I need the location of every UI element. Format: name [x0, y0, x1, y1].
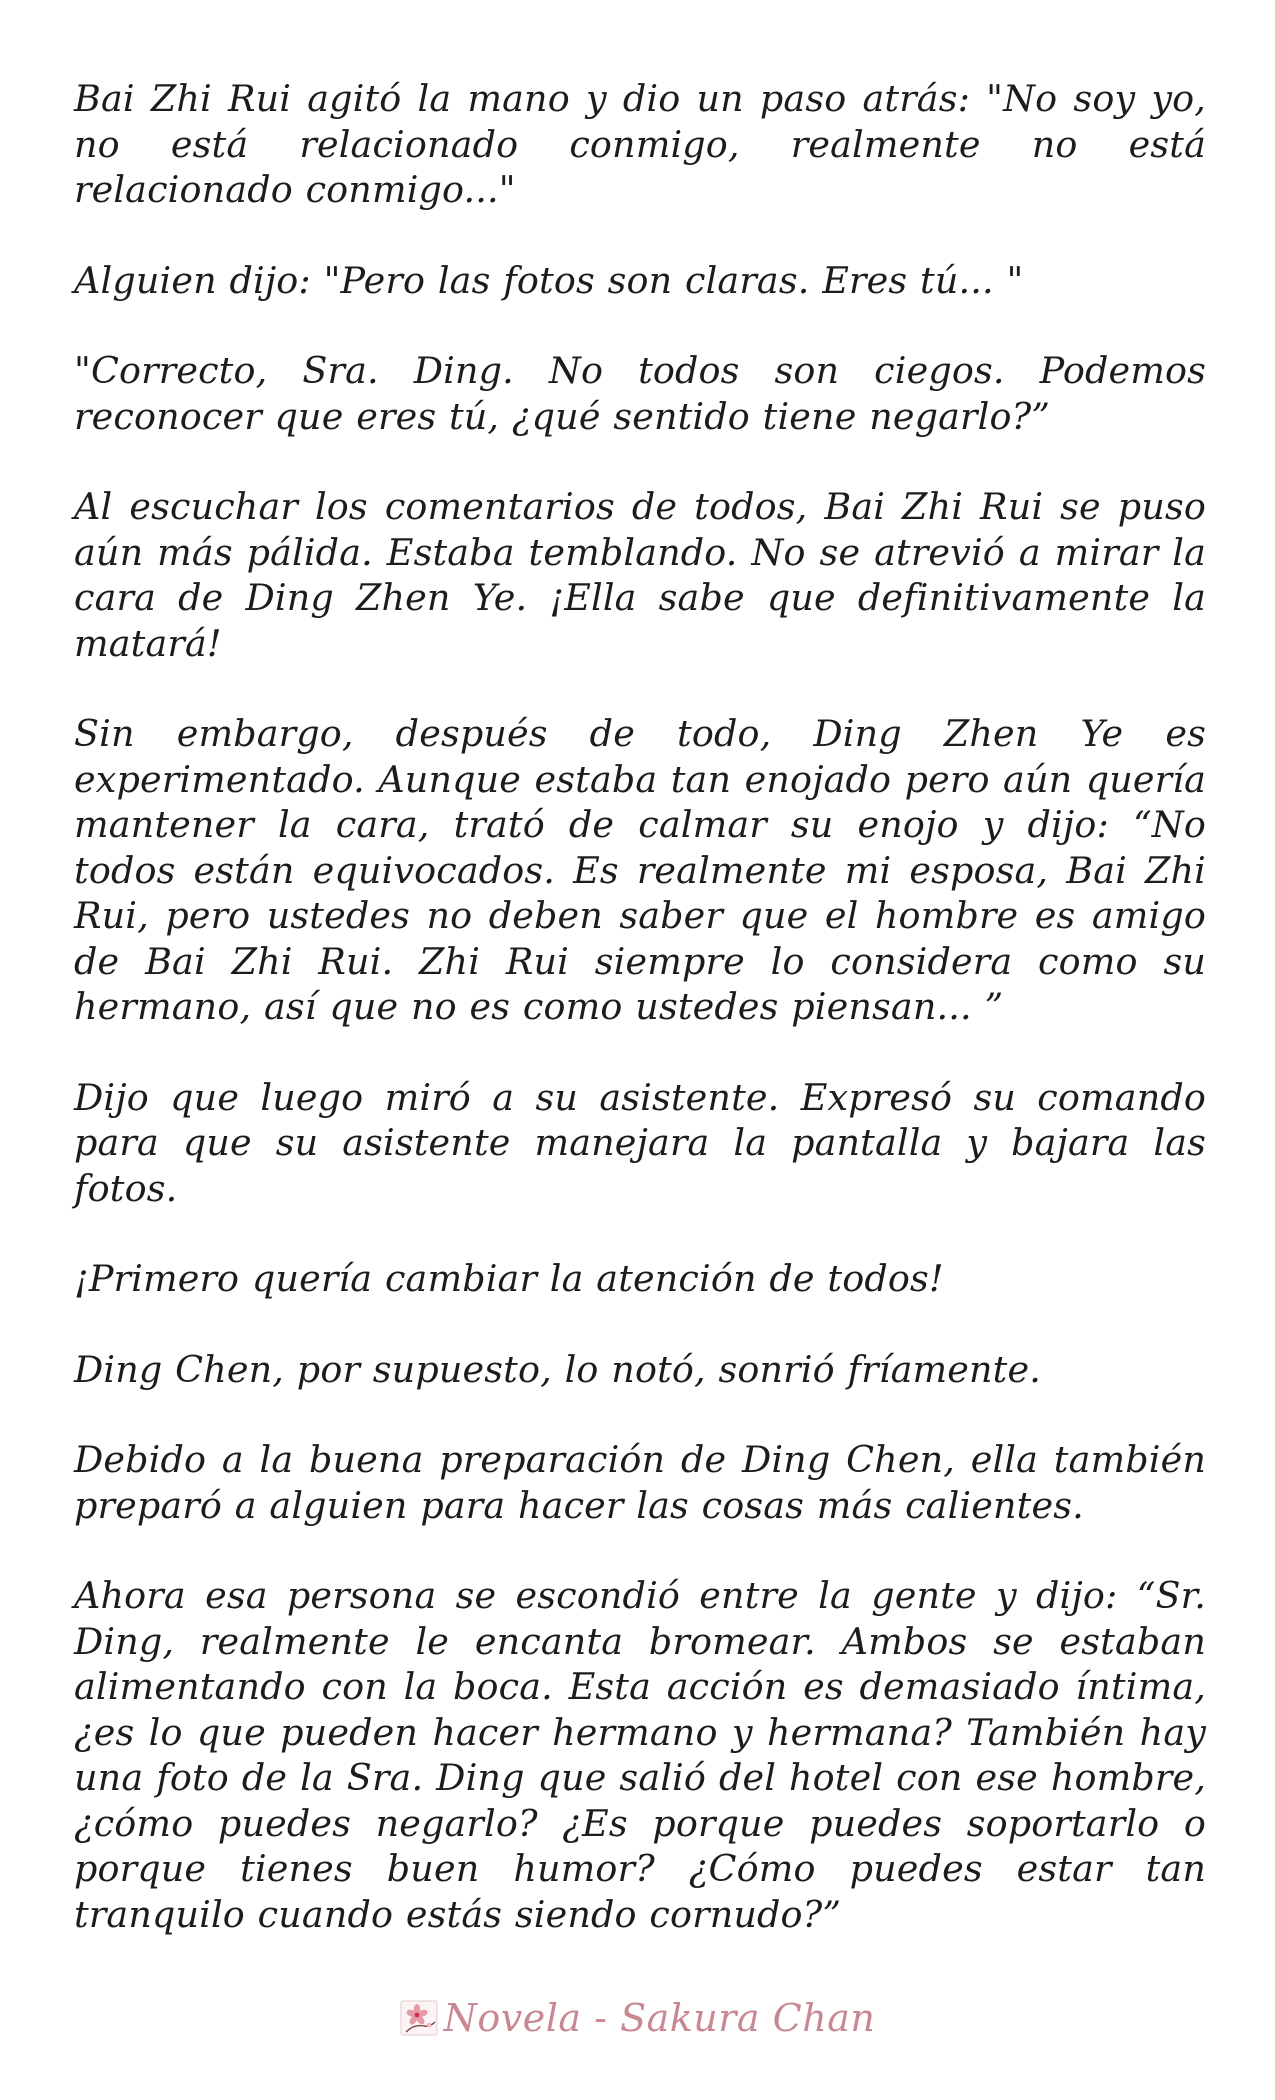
- paragraph-9: Debido a la buena preparación de Ding Chen, ella también preparó a alguien para hacer las cosas más calientes.: [74, 1438, 1206, 1527]
- paragraph-6: Dijo que luego miró a su asistente. Expresó su comando para que su asistente manejara la pantalla y bajara las fotos.: [74, 1075, 1206, 1210]
- signature-text: Novela - Sakura Chan: [443, 1996, 876, 2040]
- paragraph-7: ¡Primero quería cambiar la atención de todos!: [74, 1257, 944, 1300]
- sakura-flower-icon: [400, 1998, 440, 2038]
- watermark-signature: [0, 1988, 1275, 2048]
- paragraph-10: Ahora esa persona se escondió entre la gente y dijo: “Sr. Ding, realmente le encanta bromear. Ambos se estaban alimentando con la boca. Esta acción es demasiado íntima, ¿es lo que pueden hacer hermano y hermana? También hay una foto de la Sra. Ding que salió del hotel con ese hombre, ¿cómo puedes negarlo? ¿Es porque puedes soportarlo o porque tienes buen humor? ¿Cómo puedes estar tan tranquilo cuando estás siendo cornudo?”: [74, 1574, 1206, 1936]
- paragraph-3: "Correcto, Sra. Ding. No todos son ciegos. Podemos reconocer que eres tú, ¿qué sentido tiene negarlo?”: [74, 349, 1206, 438]
- document-body: [74, 76, 1206, 1937]
- paragraph-8: Ding Chen, por supuesto, lo notó, sonrió fríamente.: [74, 1347, 1041, 1391]
- paragraph-2: Alguien dijo: "Pero las fotos son claras. Eres tú... ": [74, 258, 1024, 302]
- paragraph-4: Al escuchar los comentarios de todos, Bai Zhi Rui se puso aún más pálida. Estaba temblando. No se atrevió a mirar la cara de Ding Zhen Ye. ¡Ella sabe que definitivamente la matará!: [74, 485, 1206, 665]
- paragraph-5: Sin embargo, después de todo, Ding Zhen Ye es experimentado. Aunque estaba tan enojado pero aún quería mantener la cara, trató de calmar su enojo y dijo: “No todos están equivocados. Es realmente mi esposa, Bai Zhi Rui, pero ustedes no deben saber que el hombre es amigo de Bai Zhi Rui. Zhi Rui siempre lo considera como su hermano, así que no es como ustedes piensan... ”: [74, 712, 1206, 1028]
- paragraph-1: Bai Zhi Rui agitó la mano y dio un paso atrás: "No soy yo, no está relacionado conmigo, realmente no está relacionado conmigo...": [74, 77, 1206, 211]
